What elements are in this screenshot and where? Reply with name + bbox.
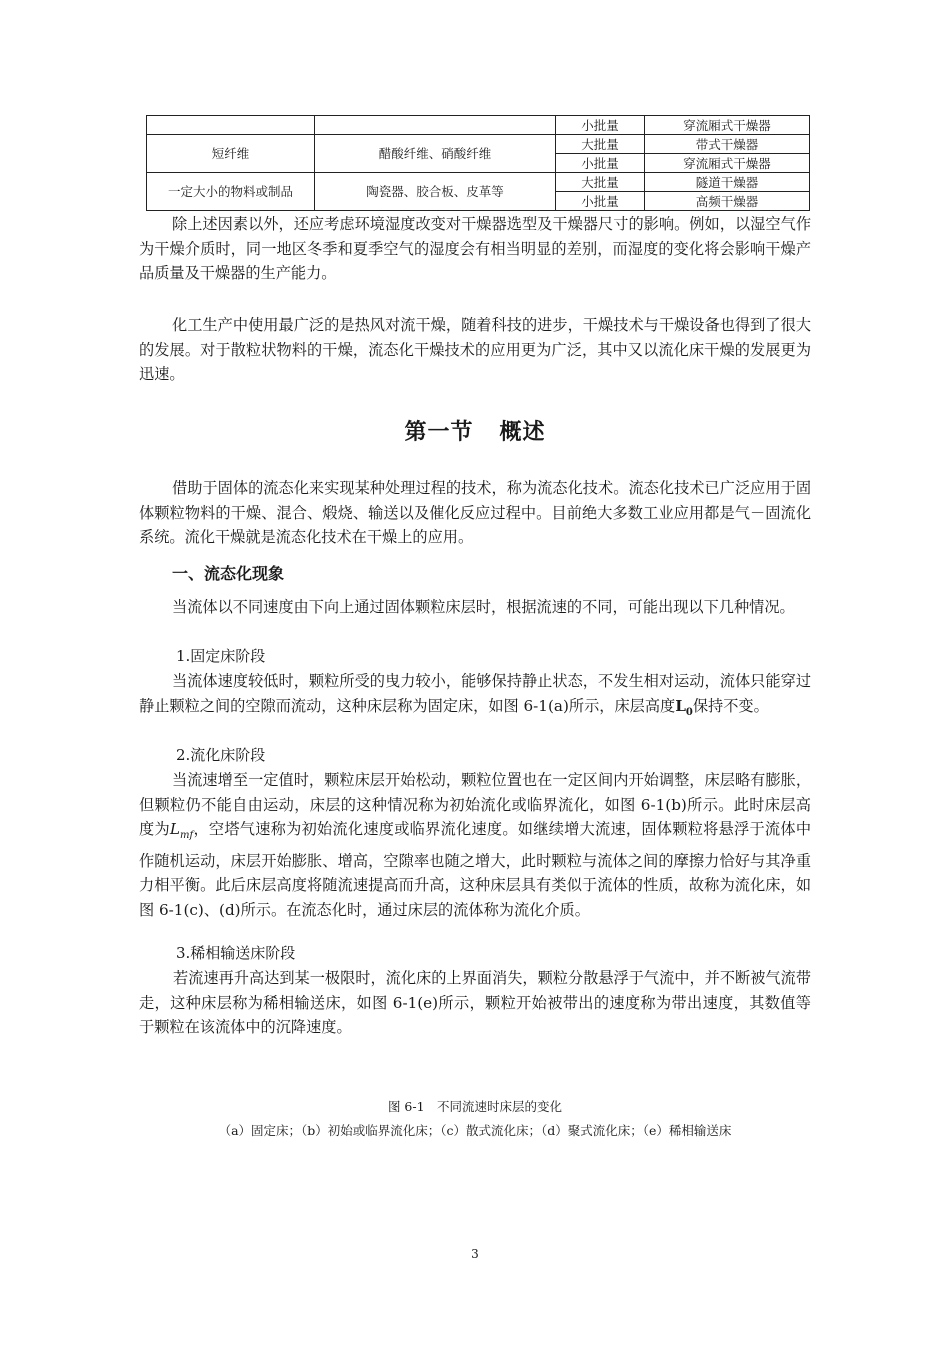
variable-l0 bbox=[675, 696, 693, 718]
figure-caption: 图 6-1 不同流速时床层的变化 bbox=[387, 1099, 563, 1114]
table-cell: 小批量 bbox=[556, 192, 645, 211]
table-cell: 穿流厢式干燥器 bbox=[645, 116, 810, 135]
paragraph-transport-bed: 若流速再升高达到某一极限时，流化床的上界面消失，颗粒分散悬浮于气流中，并不断被气流带走，这种床层称为稀相输送床，如图 6-1(e)所示，颗粒开始被带出的速度称为带出速度，其数值等于颗粒在该流体中的沉降速度。 bbox=[139, 969, 811, 1036]
table-cell bbox=[315, 116, 556, 135]
step-heading-transport-bed: 3.稀相输送床阶段 bbox=[176, 944, 296, 962]
table-cell: 穿流厢式干燥器 bbox=[645, 154, 810, 173]
text-run: 当流体速度较低时，颗粒所受的曳力较小，能够保持静止状态，不发生相对运动，流体只能穿过静止颗粒之间的空隙而流动，这种床层称为固定床，如图 6-1(a)所示，床层高度 bbox=[139, 672, 811, 715]
text-run: 保持不变。 bbox=[692, 696, 769, 715]
table-cell: 短纤维 bbox=[147, 135, 315, 173]
variable-symbol: L bbox=[675, 696, 686, 715]
paragraph-fluidization-phenomena: 当流体以不同速度由下向上通过固体颗粒床层时，根据流速的不同，可能出现以下几种情况。 bbox=[172, 598, 795, 616]
table-cell: 小批量 bbox=[556, 154, 645, 173]
section-title bbox=[0, 415, 950, 446]
table-cell: 一定大小的物料或制品 bbox=[147, 173, 315, 211]
table-cell: 小批量 bbox=[556, 116, 645, 135]
page-number: 3 bbox=[471, 1247, 479, 1261]
table-cell: 醋酸纤维、硝酸纤维 bbox=[315, 135, 556, 173]
variable-subscript: 0 bbox=[685, 706, 693, 718]
table-cell: 带式干燥器 bbox=[645, 135, 810, 154]
table-cell: 大批量 bbox=[556, 135, 645, 154]
section-name: 概述 bbox=[499, 420, 546, 445]
variable-subscript: mf bbox=[180, 830, 194, 842]
dryer-selection-table bbox=[146, 115, 810, 211]
subsection-heading: 一、流态化现象 bbox=[172, 564, 285, 583]
table-cell: 陶瓷器、胶合板、皮革等 bbox=[315, 173, 556, 211]
table-row bbox=[147, 135, 810, 154]
figure-subcaption: （a）固定床；（b）初始或临界流化床；（c）散式流化床；（d）聚式流化床；（e）稀相输送床 bbox=[218, 1123, 732, 1138]
table-cell: 隧道干燥器 bbox=[645, 173, 810, 192]
step-heading-fluidized-bed: 2.流化床阶段 bbox=[176, 746, 266, 764]
paragraph-convection-drying: 化工生产中使用最广泛的是热风对流干燥，随着科技的进步，干燥技术与干燥设备也得到了很大的发展。对于散粒状物料的干燥，流态化干燥技术的应用更为广泛，其中又以流化床干燥的发展更为迅速。 bbox=[139, 316, 811, 383]
text-run: ，空塔气速称为初始流化速度或临界流化速度。如继续增大流速，固体颗粒将悬浮于流体中作随机运动，床层开始膨胀、增高，空隙率也随之增大，此时颗粒与流体之间的摩擦力恰好与其净重力相平衡。此后床层高度将随流速提高而升高，这种床层具有类似于流体的性质，故称为流化床，如图 6-1(c)、(d)所示。在流态化时，通过床层的流体称为流化介质。 bbox=[139, 820, 812, 919]
table-cell: 高频干燥器 bbox=[645, 192, 810, 211]
paragraph-humidity: 除上述因素以外，还应考虑环境湿度改变对干燥器选型及干燥器尺寸的影响。例如，以湿空气作为干燥介质时，同一地区冬季和夏季空气的湿度会有相当明显的差别，而湿度的变化将会影响干燥产品质量及干燥器的生产能力。 bbox=[139, 215, 811, 282]
table-cell: 大批量 bbox=[556, 173, 645, 192]
table-row bbox=[147, 173, 810, 192]
paragraph-fixed-bed bbox=[139, 669, 811, 725]
variable-lmf bbox=[169, 820, 194, 842]
step-heading-fixed-bed: 1.固定床阶段 bbox=[176, 647, 266, 665]
table-cell bbox=[147, 116, 315, 135]
section-number: 第一节 bbox=[404, 420, 474, 445]
paragraph-fluidization-intro: 借助于固体的流态化来实现某种处理过程的技术，称为流态化技术。流态化技术已广泛应用于固体颗粒物料的干燥、混合、煅烧、输送以及催化反应过程中。目前绝大多数工业应用都是气－固流化系统。流化干燥就是流态化技术在干燥上的应用。 bbox=[139, 479, 811, 546]
variable-symbol: L bbox=[169, 820, 180, 838]
text-run: 当流速增至一定值时，颗粒床层开始松动，颗粒位置也在一定区间内开始调整，床层略有膨胀，但颗粒仍不能自由运动，床层的这种情况称为初始流化或临界流化，如图 6-1(b)所示。此时床层高度为 bbox=[139, 771, 811, 838]
table-row bbox=[147, 116, 810, 135]
paragraph-fluidized-bed bbox=[139, 768, 811, 922]
